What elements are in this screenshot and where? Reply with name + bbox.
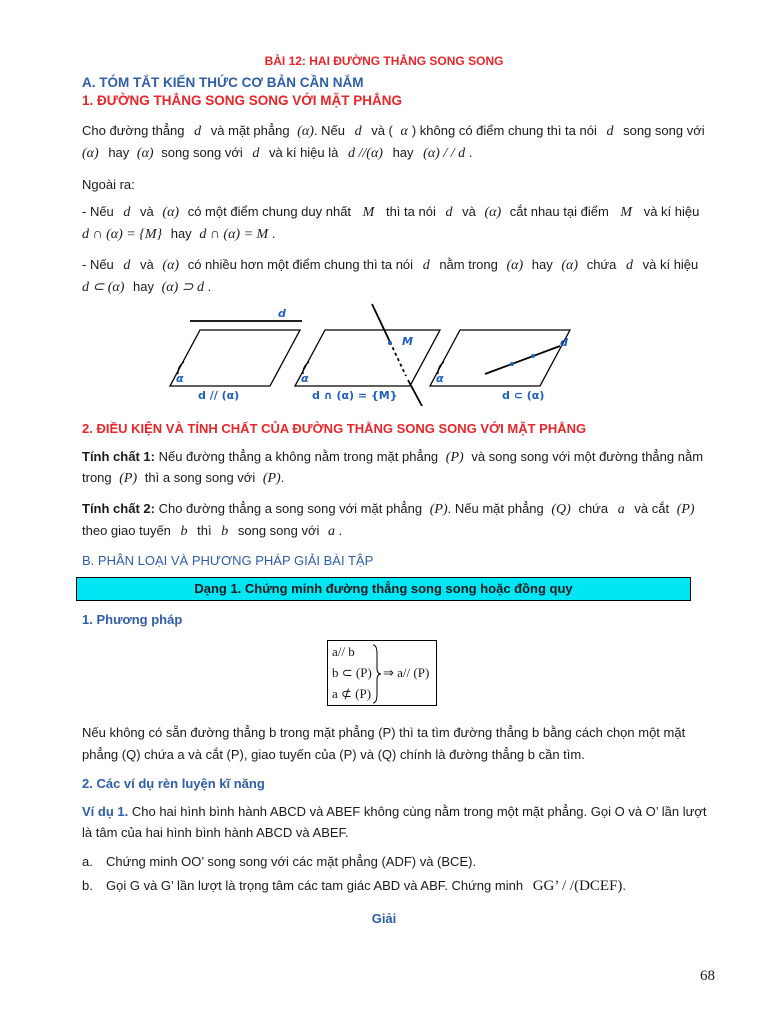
paragraph-definition-line1: Cho đường thẳng d và mặt phẳng (α). Nếu d và ( α ) không có điểm chung thì ta nói d song song với [82,123,705,139]
section-2-heading: 2. ĐIỀU KIỆN VÀ TÍNH CHẤT CỦA ĐƯỜNG THẲNG SONG SONG VỚI MẶT PHẲNG [82,421,587,436]
formula-result: ⇒ a// (P) [383,665,430,680]
plane-alpha-2 [295,330,440,386]
line-d-intersect-top [372,304,390,342]
ngoai-ra-text: Ngoài ra: [82,177,135,192]
caption-parallel: d // (α) [198,389,240,402]
bullet-intersect-line2: d ∩ (α) = {M} hay d ∩ (α) = M . [82,226,276,242]
method-formula-box [327,640,437,706]
plane-alpha-3 [430,330,570,386]
label-M: M [402,335,413,348]
bullet-contain-line1: - Nếu d và (α) có nhiều hơn một điểm chung thì ta nói d nằm trong (α) hay (α) chứa d và kí hiệu [82,257,699,273]
example-1-line1: Ví dụ 1. Cho hai hình bình hành ABCD và ABEF không cùng nằm trong một mặt phẳng. Gọi O và O’ lần lượt [82,804,707,819]
formula-row-3: a ⊄ (P) [332,686,372,701]
label-d-3: d [560,336,568,349]
type-1-banner: Dạng 1. Chứng minh đường thẳng song song hoặc đồng quy [76,577,691,601]
bullet-contain-line2: d ⊂ (α) hay (α) ⊃ d . [82,279,212,295]
property-1-line1: Tính chất 1: Nếu đường thẳng a không nằm trong mặt phẳng (P) và song song với một đường thẳng nằm [82,449,704,465]
method-text-line1: Nếu không có sẵn đường thẳng b trong mặt phẳng (P) thì ta tìm đường thẳng b bằng cách chọn một mặt [82,725,686,740]
formula-row-1: a// b [332,644,355,659]
section-b-heading: B. PHÂN LOẠI VÀ PHƯƠNG PHÁP GIẢI BÀI TẬP [82,553,374,568]
label-alpha-2: α [301,372,309,385]
label-alpha-3: α [436,372,444,385]
point-on-d-1 [510,362,514,366]
paragraph-definition-line2: (α) hay (α) song song với d và kí hiệu là d //(α) hay (α) / / d . [82,145,473,161]
point-on-d-2 [531,354,535,358]
line-d-intersect-bottom [408,380,422,406]
examples-heading: 2. Các ví dụ rèn luyện kĩ năng [82,776,265,791]
lesson-title: BÀI 12: HAI ĐƯỜNG THẲNG SONG SONG [264,54,504,68]
page-number: 68 [700,968,715,984]
label-d-1: d [278,307,286,320]
line-plane-figure [160,302,610,406]
formula-brace [372,644,382,704]
property-1-line2: trong (P) thì a song song với (P). [82,470,285,486]
example-1-line2: là tâm của hai hình bình hành ABCD và ABEF. [82,825,349,840]
caption-intersect: d ∩ (α) = {M} [312,389,398,402]
property-2-line2: theo giao tuyến b thì b song song với a . [82,523,343,539]
label-alpha-1: α [176,372,184,385]
example-1-item-b: b. Gọi G và G’ lần lượt là trọng tâm các tam giác ABD và ABF. Chứng minh GG’ / /(DCEF). [82,878,627,894]
formula-row-2: b ⊂ (P) [332,665,372,680]
section-1-heading: 1. ĐƯỜNG THẲNG SONG SONG VỚI MẶT PHẲNG [82,93,402,108]
method-text-line2: phẳng (Q) chứa a và cắt (P), giao tuyến của (P) và (Q) chính là đường thẳng b cần tìm. [82,747,585,762]
point-M [388,341,392,345]
solution-heading: Giải [371,911,397,926]
bullet-intersect-line1: - Nếu d và (α) có một điểm chung duy nhất M thì ta nói d và (α) cắt nhau tại điểm M và kí hiệu [82,204,700,220]
caption-contain: d ⊂ (α) [502,389,545,402]
section-a-heading: A. TÓM TẮT KIẾN THỨC CƠ BẢN CẦN NẮM [82,75,364,90]
method-heading: 1. Phương pháp [82,612,183,627]
property-2-line1: Tính chất 2: Cho đường thẳng a song song với mặt phẳng (P). Nếu mặt phẳng (Q) chứa a và cắt (P) [82,501,695,517]
example-1-item-a: a. Chứng minh OO’ song song với các mặt phẳng (ADF) và (BCE). [82,854,477,869]
plane-alpha-1 [170,330,300,386]
